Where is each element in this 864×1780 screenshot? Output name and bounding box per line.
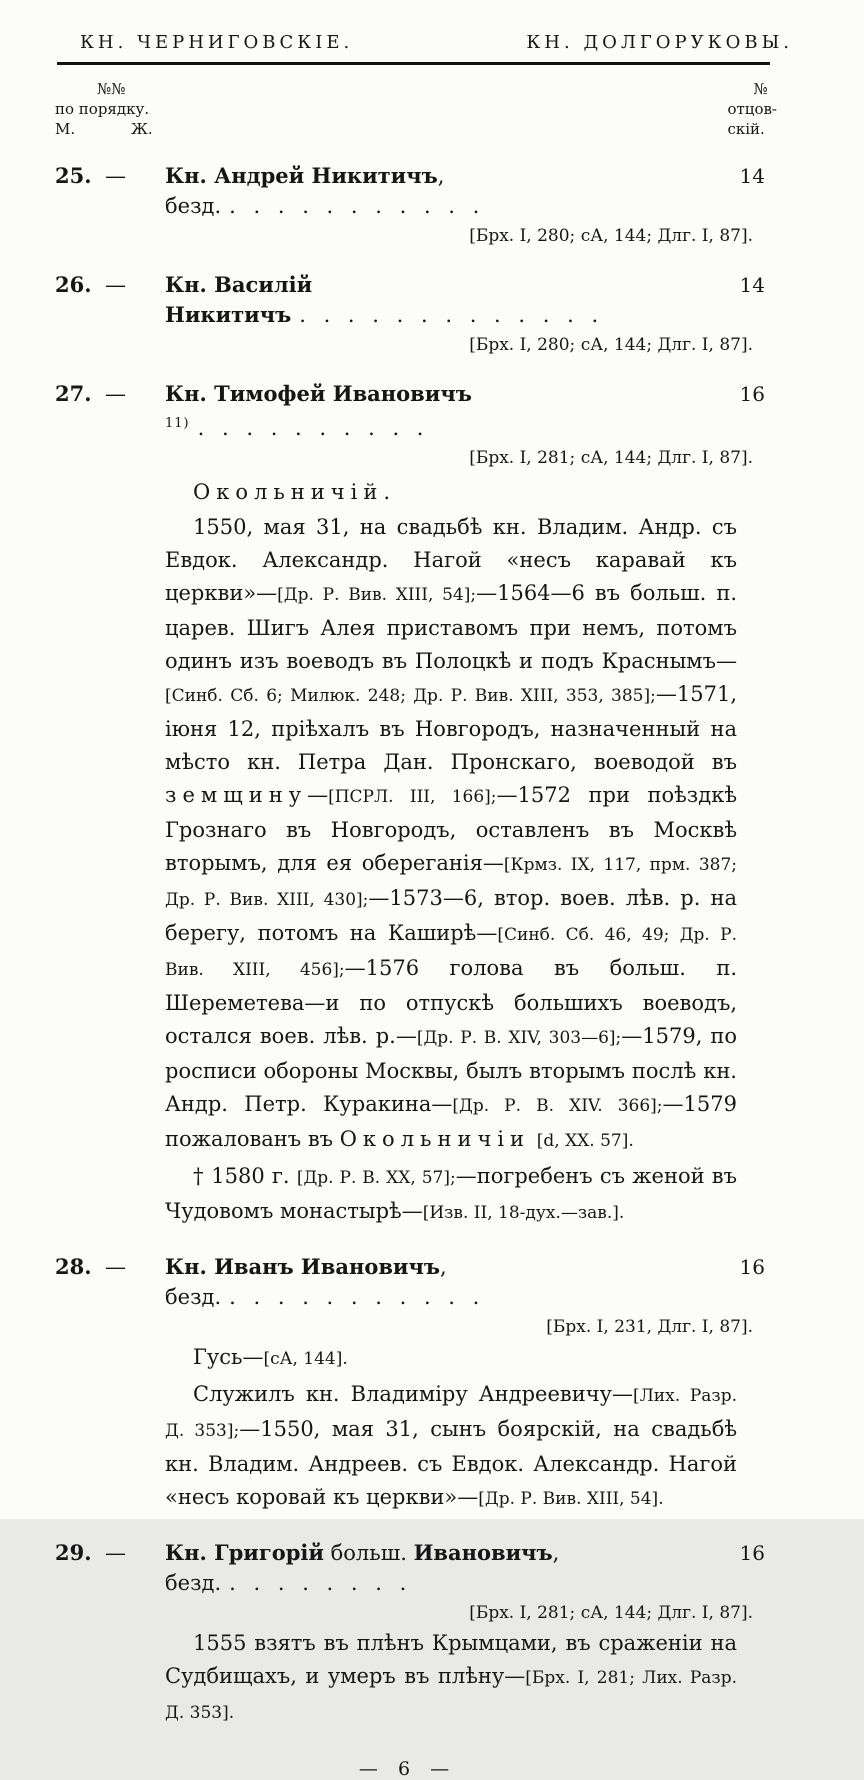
entry-head (55, 1252, 765, 1312)
inline-citation: [сА, 144]. (263, 1349, 348, 1369)
entry-dash: — (105, 1541, 126, 1565)
text-segment: —1550, мая 31, сынъ боярскій, на свадьбѣ кн. Владим. Андреев. съ Евдок. Александр. Нагой «несъ коровай къ церкви»— (165, 1417, 738, 1509)
entry-citation: [Брх. I, 281; сА, 144; Длг. I, 87]. (469, 448, 753, 468)
dot-leader: . . . . . . . . . . . (229, 194, 482, 218)
inline-citation: [Брх. I, 281; Лих. Разр. Д. 353]. (165, 1668, 737, 1723)
entry-citation: [Брх. I, 231, Длг. I, 87]. (546, 1317, 753, 1337)
entry-rank-paragraph (165, 476, 737, 509)
father-label-2: скій. (727, 120, 765, 138)
father-number-value: 14 (739, 164, 765, 188)
text-segment: Ивановичъ (413, 1540, 553, 1565)
text-segment: —1576 голова въ больш. п. Шереметева—и по отпускѣ большихъ воеводъ, остался воев. лѣв. р.— (165, 956, 737, 1048)
genealogy-entry (55, 1252, 765, 1516)
inline-citation: [Др. Р. В. XIV. 366]; (452, 1096, 663, 1116)
running-head-right: КН. ДОЛГОРУКОВЫ. (526, 32, 793, 53)
entry-career-paragraph (165, 511, 737, 1158)
inline-citation: [ПСРЛ. III, 166]; (328, 787, 497, 807)
inline-citation: [Др. Р. В. XIV, 303—6]; (416, 1028, 622, 1048)
text-segment: Кн. Григорій (165, 1540, 324, 1565)
running-head-left: КН. ЧЕРНИГОВСКІЕ. (80, 32, 354, 53)
text-segment: —1572 при поѣздкѣ Грознаго въ Новгородъ, оставленъ въ Москвѣ вторымъ, для ея обереганія— (165, 783, 737, 875)
male-column-label: М. (55, 120, 76, 138)
genealogy-entry (55, 1538, 765, 1730)
text-segment: больш. (323, 1541, 414, 1565)
text-segment: , безд. (165, 164, 445, 218)
running-heads (55, 32, 793, 53)
entry-head (55, 1538, 765, 1598)
text-segment: Кн. Иванъ Ивановичъ (165, 1254, 440, 1279)
entry-dash: — (105, 382, 126, 406)
text-segment: —1573—6, втор. воев. лѣв. р. на берегу, потомъ на Каширѣ— (165, 886, 737, 945)
entry-name-line (165, 1538, 735, 1598)
entry-dash: — (105, 273, 126, 297)
female-column-label: Ж. (131, 120, 153, 138)
inline-citation: [Изв. II, 18-дух.—зав.]. (422, 1203, 625, 1223)
text-segment: Кн. Андрей Никитичъ (165, 163, 438, 188)
text-segment: , безд. (165, 1255, 447, 1309)
entry-name-line (165, 270, 735, 330)
text-segment: Окольничіи (339, 1127, 531, 1151)
text-segment: —1571, іюня 12, пріѣхалъ въ Новгородъ, назначенный на мѣсто кн. Петра Дан. Пронскаго, воеводой въ (165, 682, 737, 774)
entry-citation: [Брх. I, 280; сА, 144; Длг. I, 87]. (469, 335, 753, 355)
text-segment: , безд. (165, 1541, 560, 1595)
text-segment: —1579, по росписи обороны Москвы, былъ вторымъ послѣ кн. Андр. Петр. Куракина— (165, 1024, 737, 1116)
inline-citation: [Др. Р. Вив. XIII, 54]. (478, 1489, 664, 1509)
header-rule (57, 62, 770, 65)
father-number-sign: № (753, 80, 768, 98)
ordinal-label: по порядку. (55, 100, 150, 118)
column-headers (55, 79, 777, 139)
text-segment: —1564—6 въ больш. п. царев. Шигъ Алея приставомъ при немъ, потомъ одинъ изъ воеводъ въ Полоцкѣ и подъ Краснымъ— (165, 581, 737, 673)
text-segment: Окольничій. (193, 480, 397, 504)
entry-dash: — (105, 1255, 126, 1279)
dot-leader: . . . . . . . . . . . . . (299, 303, 601, 327)
genealogy-entry (55, 270, 765, 357)
text-segment: земщину (165, 783, 308, 807)
ordinal-number-sign: №№ (97, 80, 126, 98)
text-segment: 1550, мая 31, на свадьбѣ кн. Владим. Андр. съ Евдок. Александр. Нагой «несъ каравай къ церкви»— (165, 515, 737, 605)
text-segment: 11) (165, 416, 190, 431)
entry-number: 28. (55, 1254, 92, 1279)
entry-number: 29. (55, 1540, 92, 1565)
inline-citation: [Синб. Сб. 6; Милюк. 248; Др. Р. Вив. XIII, 353, 385]; (165, 686, 656, 706)
entry-head (55, 161, 765, 221)
entry-death-paragraph (165, 1160, 737, 1230)
dot-leader: . . . . . . . . . . . (229, 1285, 482, 1309)
inline-citation: [Синб. Сб. 46, 49; Др. Р. Вив. XIII, 456]; (165, 925, 737, 980)
inline-citation: [Лих. Разр. Д. 353]; (165, 1386, 737, 1441)
text-segment (530, 1127, 537, 1151)
entry-nickname-paragraph (165, 1341, 737, 1376)
entry-career-paragraph (165, 1627, 737, 1730)
entry-name-line (165, 161, 735, 221)
inline-citation: [Др. Р. Вив. XIII, 54]; (277, 585, 477, 605)
text-segment: Кн. Василій Никитичъ (165, 272, 313, 327)
entry-number: 26. (55, 272, 92, 297)
inline-citation: [Крмз. IX, 117, прм. 387; Др. Р. Вив. XIII, 430]; (165, 855, 737, 910)
entry-head (55, 379, 765, 443)
column-header-ordinal (55, 79, 153, 139)
genealogy-entry (55, 379, 765, 1230)
text-segment: Служилъ кн. Владиміру Андреевичу— (193, 1382, 633, 1406)
father-label-1: отцов- (727, 100, 777, 118)
entry-number: 25. (55, 163, 92, 188)
text-segment: Гусь— (193, 1345, 264, 1369)
text-segment: —1579 пожалованъ въ (165, 1092, 737, 1151)
entry-name-line (165, 1252, 735, 1312)
genealogy-entry (55, 161, 765, 248)
father-number-value: 16 (739, 1255, 765, 1279)
dot-leader: . . . . . . . . (229, 1571, 409, 1595)
inline-citation: [d, XX. 57]. (536, 1131, 634, 1151)
entry-citation: [Брх. I, 281; сА, 144; Длг. I, 87]. (469, 1603, 753, 1623)
father-number-value: 16 (739, 1541, 765, 1565)
entry-number: 27. (55, 381, 92, 406)
entry-head (55, 270, 765, 330)
text-segment: † 1580 г. (193, 1164, 297, 1188)
father-number-value: 14 (739, 273, 765, 297)
entry-citation: [Брх. I, 280; сА, 144; Длг. I, 87]. (469, 226, 753, 246)
text-segment: Кн. Тимофей Ивановичъ (165, 381, 472, 406)
inline-citation: [Др. Р. В. XX, 57]; (296, 1168, 456, 1188)
text-segment: —погребенъ съ женой въ Чудовомъ монастырѣ— (165, 1164, 737, 1223)
entry-name-line (165, 379, 735, 443)
text-segment: — (307, 783, 329, 807)
page-number: — 6 — (358, 1758, 450, 1780)
entry-dash: — (105, 164, 126, 188)
father-number-value: 16 (739, 382, 765, 406)
dot-leader: . . . . . . . . . . (197, 416, 426, 440)
entry-career-paragraph (165, 1378, 737, 1516)
column-header-father (727, 79, 777, 139)
text-segment: 1555 взятъ въ плѣнъ Крымцами, въ сраженіи на Судбищахъ, и умеръ въ плѣну— (165, 1631, 737, 1688)
